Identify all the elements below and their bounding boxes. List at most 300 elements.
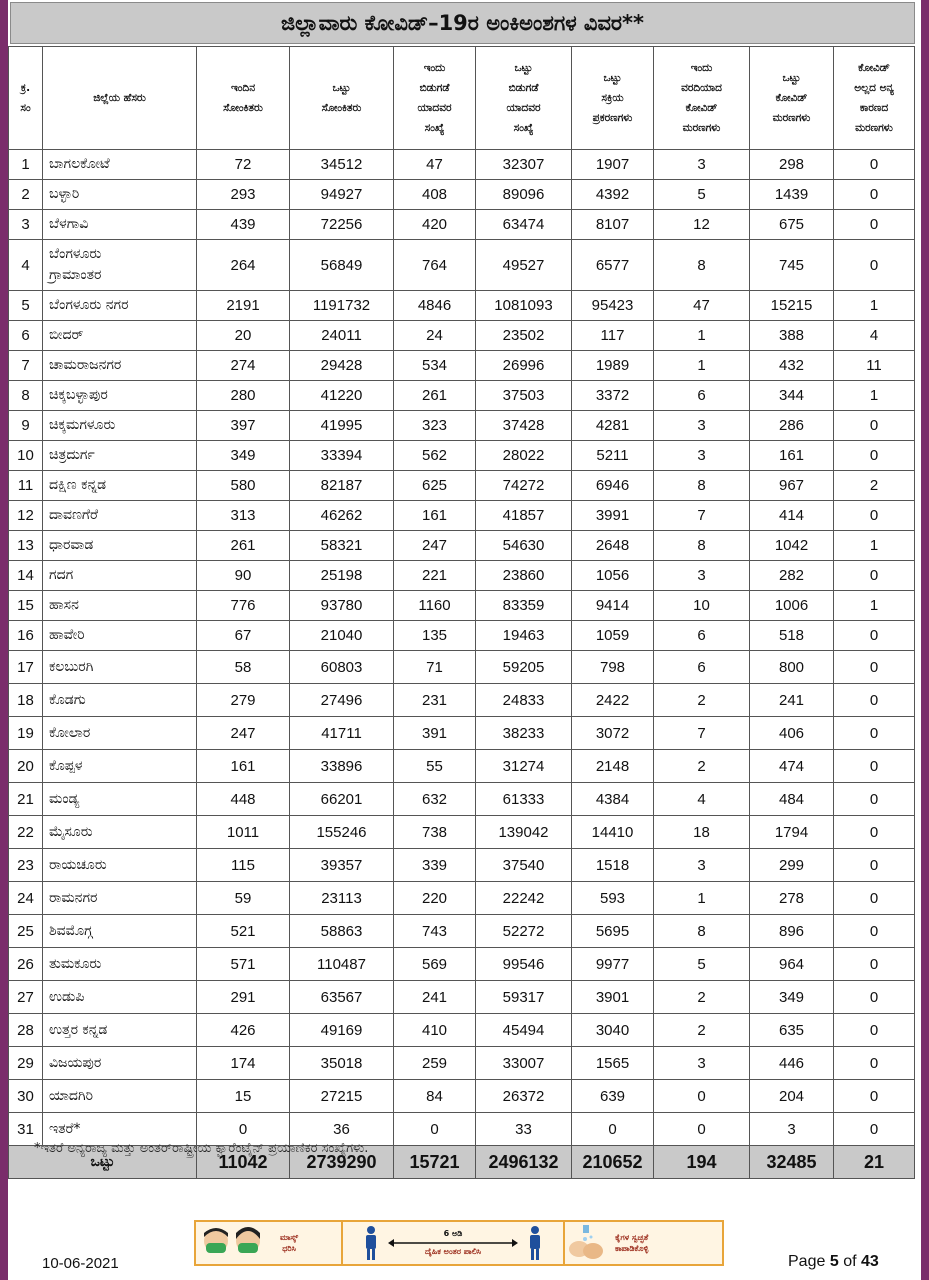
- col-header-active: ಒಟ್ಟು ಸಕ್ರಿಯ ಪ್ರಕರಣಗಳು: [572, 47, 654, 150]
- cell-total-discharged: 31274: [476, 750, 572, 783]
- cell-district: ಬೆಂಗಳೂರು ನಗರ: [43, 291, 197, 321]
- cell-total-cases: 56849: [290, 240, 394, 291]
- cell-today-deaths: 3: [654, 150, 750, 180]
- cell-today-discharged: 135: [394, 621, 476, 651]
- cell-total-discharged: 22242: [476, 882, 572, 915]
- cell-non-covid-deaths: 0: [834, 240, 915, 291]
- cell-active: 2648: [572, 531, 654, 561]
- total-total-discharged: 2496132: [476, 1146, 572, 1179]
- cell-sl: 10: [9, 441, 43, 471]
- cell-total-cases: 24011: [290, 321, 394, 351]
- cell-today-cases: 174: [197, 1047, 290, 1080]
- cell-active: 14410: [572, 816, 654, 849]
- cell-today-discharged: 534: [394, 351, 476, 381]
- cell-sl: 6: [9, 321, 43, 351]
- cell-today-deaths: 1: [654, 321, 750, 351]
- cell-total-cases: 46262: [290, 501, 394, 531]
- table-row: [9, 684, 915, 717]
- cell-total-deaths: 204: [750, 1080, 834, 1113]
- cell-total-discharged: 63474: [476, 210, 572, 240]
- cell-total-cases: 21040: [290, 621, 394, 651]
- cell-sl: 4: [9, 240, 43, 291]
- total-today-cases: 11042: [197, 1146, 290, 1179]
- table-row: [9, 381, 915, 411]
- cell-active: 4392: [572, 180, 654, 210]
- cell-total-deaths: 635: [750, 1014, 834, 1047]
- cell-non-covid-deaths: 1: [834, 291, 915, 321]
- cell-active: 3072: [572, 717, 654, 750]
- cell-total-discharged: 32307: [476, 150, 572, 180]
- cell-total-discharged: 19463: [476, 621, 572, 651]
- cell-total-cases: 41995: [290, 411, 394, 441]
- cell-today-cases: 247: [197, 717, 290, 750]
- mask-faces-icon: [196, 1223, 276, 1263]
- cell-sl: 28: [9, 1014, 43, 1047]
- page-label: Page: [788, 1253, 826, 1270]
- cell-today-deaths: 5: [654, 180, 750, 210]
- cell-district: ಉಡುಪಿ: [43, 981, 197, 1014]
- cell-today-discharged: 339: [394, 849, 476, 882]
- cell-total-deaths: 241: [750, 684, 834, 717]
- cell-total-deaths: 800: [750, 651, 834, 684]
- cell-total-cases: 25198: [290, 561, 394, 591]
- cell-today-cases: 580: [197, 471, 290, 501]
- cell-today-cases: 313: [197, 501, 290, 531]
- cell-active: 3991: [572, 501, 654, 531]
- cell-today-discharged: 259: [394, 1047, 476, 1080]
- col-header-today-deaths: ಇಂದು ವರದಿಯಾದ ಕೋವಿಡ್ ಮರಣಗಳು: [654, 47, 750, 150]
- cell-total-deaths: 964: [750, 948, 834, 981]
- cell-active: 95423: [572, 291, 654, 321]
- cell-today-deaths: 3: [654, 411, 750, 441]
- cell-non-covid-deaths: 0: [834, 684, 915, 717]
- cell-non-covid-deaths: 0: [834, 411, 915, 441]
- cell-total-cases: 35018: [290, 1047, 394, 1080]
- cell-today-discharged: 408: [394, 180, 476, 210]
- cell-active: 2422: [572, 684, 654, 717]
- cell-today-deaths: 4: [654, 783, 750, 816]
- cell-today-deaths: 8: [654, 915, 750, 948]
- cell-total-deaths: 3: [750, 1113, 834, 1146]
- total-today-deaths: 194: [654, 1146, 750, 1179]
- cell-sl: 19: [9, 717, 43, 750]
- cell-today-discharged: 247: [394, 531, 476, 561]
- total-active: 210652: [572, 1146, 654, 1179]
- cell-district: ಮಂಡ್ಯ: [43, 783, 197, 816]
- cell-total-deaths: 1794: [750, 816, 834, 849]
- cell-today-cases: 67: [197, 621, 290, 651]
- cell-today-cases: 571: [197, 948, 290, 981]
- cell-district: ಚಿಕ್ಕಮಗಳೂರು: [43, 411, 197, 441]
- cell-district: ತುಮಕೂರು: [43, 948, 197, 981]
- cell-sl: 2: [9, 180, 43, 210]
- mask-text: ಮಾಸ್ಕ್ ಧರಿಸಿ: [280, 1233, 299, 1253]
- distance-label: ದೈಹಿಕ ಅಂತರ ಪಾಲಿಸಿ: [424, 1247, 482, 1256]
- cell-total-discharged: 59317: [476, 981, 572, 1014]
- cell-today-deaths: 6: [654, 621, 750, 651]
- cell-total-discharged: 54630: [476, 531, 572, 561]
- cell-today-discharged: 625: [394, 471, 476, 501]
- cell-today-discharged: 161: [394, 501, 476, 531]
- cell-total-discharged: 23502: [476, 321, 572, 351]
- cell-today-deaths: 7: [654, 501, 750, 531]
- cell-today-discharged: 231: [394, 684, 476, 717]
- cell-today-cases: 349: [197, 441, 290, 471]
- cell-total-cases: 33896: [290, 750, 394, 783]
- cell-district: ಚಾಮರಾಜನಗರ: [43, 351, 197, 381]
- cell-today-discharged: 569: [394, 948, 476, 981]
- cell-total-deaths: 161: [750, 441, 834, 471]
- cell-total-cases: 41711: [290, 717, 394, 750]
- cell-today-deaths: 5: [654, 948, 750, 981]
- cell-active: 1059: [572, 621, 654, 651]
- cell-total-deaths: 349: [750, 981, 834, 1014]
- cell-total-deaths: 484: [750, 783, 834, 816]
- cell-today-deaths: 10: [654, 591, 750, 621]
- cell-today-cases: 280: [197, 381, 290, 411]
- cell-sl: 29: [9, 1047, 43, 1080]
- cell-total-discharged: 99546: [476, 948, 572, 981]
- cell-sl: 3: [9, 210, 43, 240]
- cell-non-covid-deaths: 0: [834, 651, 915, 684]
- cell-total-cases: 23113: [290, 882, 394, 915]
- distance-segment: [343, 1222, 565, 1264]
- table-row: [9, 1047, 915, 1080]
- cell-today-deaths: 3: [654, 441, 750, 471]
- cell-today-discharged: 738: [394, 816, 476, 849]
- cell-non-covid-deaths: 1: [834, 531, 915, 561]
- cell-active: 639: [572, 1080, 654, 1113]
- table-row: [9, 210, 915, 240]
- report-title: ಜಿಲ್ಲಾವಾರು ಕೋವಿಡ್–19ರ ಅಂಕಿಅಂಶಗಳ ವಿವರ**: [10, 2, 915, 44]
- table-row: [9, 1080, 915, 1113]
- header-row: [9, 47, 915, 150]
- col-header-total-cases: ಒಟ್ಟು ಸೋಂಕಿತರು: [290, 47, 394, 150]
- cell-active: 8107: [572, 210, 654, 240]
- cell-district: ಚಿಕ್ಕಬಳ್ಳಾಪುರ: [43, 381, 197, 411]
- cell-district: ಗದಗ: [43, 561, 197, 591]
- cell-today-discharged: 764: [394, 240, 476, 291]
- cell-non-covid-deaths: 0: [834, 1080, 915, 1113]
- cell-total-cases: 27496: [290, 684, 394, 717]
- cell-total-cases: 110487: [290, 948, 394, 981]
- cell-non-covid-deaths: 0: [834, 849, 915, 882]
- cell-sl: 31: [9, 1113, 43, 1146]
- table-row: [9, 849, 915, 882]
- cell-sl: 16: [9, 621, 43, 651]
- cell-today-cases: 776: [197, 591, 290, 621]
- cell-today-deaths: 8: [654, 240, 750, 291]
- table-row: [9, 717, 915, 750]
- cell-today-discharged: 323: [394, 411, 476, 441]
- cell-district: ವಿಜಯಪುರ: [43, 1047, 197, 1080]
- cell-total-discharged: 61333: [476, 783, 572, 816]
- cell-today-deaths: 0: [654, 1080, 750, 1113]
- cell-sl: 14: [9, 561, 43, 591]
- cell-district: ಧಾರವಾಡ: [43, 531, 197, 561]
- cell-total-discharged: 37503: [476, 381, 572, 411]
- cell-today-cases: 90: [197, 561, 290, 591]
- cell-today-discharged: 261: [394, 381, 476, 411]
- cell-total-discharged: 1081093: [476, 291, 572, 321]
- page-of: of: [843, 1253, 857, 1270]
- cell-today-cases: 521: [197, 915, 290, 948]
- person-right-icon: [526, 1225, 544, 1261]
- cell-today-discharged: 632: [394, 783, 476, 816]
- safety-banner: [194, 1220, 724, 1266]
- cell-today-cases: 426: [197, 1014, 290, 1047]
- total-total-cases: 2739290: [290, 1146, 394, 1179]
- cell-sl: 15: [9, 591, 43, 621]
- cell-today-cases: 58: [197, 651, 290, 684]
- cell-active: 1907: [572, 150, 654, 180]
- table-row: [9, 948, 915, 981]
- cell-active: 3901: [572, 981, 654, 1014]
- cell-non-covid-deaths: 0: [834, 981, 915, 1014]
- cell-active: 6946: [572, 471, 654, 501]
- report-date: 10-06-2021: [42, 1255, 119, 1272]
- cell-today-deaths: 3: [654, 1047, 750, 1080]
- cell-active: 798: [572, 651, 654, 684]
- col-header-today-discharged: ಇಂದು ಬಿಡುಗಡೆ ಯಾದವರ ಸಂಖ್ಯೆ: [394, 47, 476, 150]
- cell-total-cases: 33394: [290, 441, 394, 471]
- cell-sl: 25: [9, 915, 43, 948]
- cell-active: 0: [572, 1113, 654, 1146]
- cell-sl: 26: [9, 948, 43, 981]
- total-label: ಒಟ್ಟು: [9, 1146, 197, 1179]
- distance-value: 6 ಅಡಿ: [443, 1229, 463, 1238]
- table-row: [9, 750, 915, 783]
- cell-total-cases: 63567: [290, 981, 394, 1014]
- cell-today-cases: 448: [197, 783, 290, 816]
- cell-today-cases: 59: [197, 882, 290, 915]
- cell-total-cases: 82187: [290, 471, 394, 501]
- table-row: [9, 321, 915, 351]
- cell-total-cases: 60803: [290, 651, 394, 684]
- table-row: [9, 471, 915, 501]
- cell-total-deaths: 414: [750, 501, 834, 531]
- cell-today-discharged: 241: [394, 981, 476, 1014]
- cell-today-discharged: 410: [394, 1014, 476, 1047]
- cell-non-covid-deaths: 0: [834, 441, 915, 471]
- cell-today-discharged: 24: [394, 321, 476, 351]
- cell-total-cases: 58321: [290, 531, 394, 561]
- cell-today-deaths: 7: [654, 717, 750, 750]
- cell-today-deaths: 2: [654, 981, 750, 1014]
- cell-non-covid-deaths: 0: [834, 1047, 915, 1080]
- document-page: [8, 0, 921, 1280]
- cell-total-deaths: 344: [750, 381, 834, 411]
- cell-total-cases: 41220: [290, 381, 394, 411]
- cell-total-discharged: 59205: [476, 651, 572, 684]
- cell-district: ಬೆಳಗಾವಿ: [43, 210, 197, 240]
- cell-district: ರಾಯಚೂರು: [43, 849, 197, 882]
- cell-total-cases: 72256: [290, 210, 394, 240]
- cell-non-covid-deaths: 0: [834, 501, 915, 531]
- cell-total-deaths: 967: [750, 471, 834, 501]
- table-row: [9, 351, 915, 381]
- cell-today-cases: 397: [197, 411, 290, 441]
- cell-district: ಉತ್ತರ ಕನ್ನಡ: [43, 1014, 197, 1047]
- cell-total-discharged: 23860: [476, 561, 572, 591]
- cell-district: ಚಿತ್ರದುರ್ಗ: [43, 441, 197, 471]
- mask-segment: [196, 1222, 343, 1264]
- cell-today-cases: 161: [197, 750, 290, 783]
- total-total-deaths: 32485: [750, 1146, 834, 1179]
- cell-sl: 24: [9, 882, 43, 915]
- total-today-discharged: 15721: [394, 1146, 476, 1179]
- cell-non-covid-deaths: 0: [834, 750, 915, 783]
- cell-total-deaths: 278: [750, 882, 834, 915]
- cell-today-cases: 115: [197, 849, 290, 882]
- table-row: [9, 981, 915, 1014]
- col-header-total-discharged: ಒಟ್ಟು ಬಿಡುಗಡೆ ಯಾದವರ ಸಂಖ್ಯೆ: [476, 47, 572, 150]
- table-row: [9, 240, 915, 291]
- cell-non-covid-deaths: 0: [834, 915, 915, 948]
- cell-non-covid-deaths: 0: [834, 816, 915, 849]
- cell-district: ಬಾಗಲಕೋಟೆ: [43, 150, 197, 180]
- cell-today-cases: 439: [197, 210, 290, 240]
- col-header-total-deaths: ಒಟ್ಟು ಕೋವಿಡ್ ಮರಣಗಳು: [750, 47, 834, 150]
- cell-district: ಶಿವಮೊಗ್ಗ: [43, 915, 197, 948]
- cell-active: 4384: [572, 783, 654, 816]
- cell-total-discharged: 83359: [476, 591, 572, 621]
- col-header-today-cases: ಇಂದಿನ ಸೋಂಕಿತರು: [197, 47, 290, 150]
- cell-non-covid-deaths: 0: [834, 561, 915, 591]
- cell-total-deaths: 896: [750, 915, 834, 948]
- cell-district: ರಾಮನಗರ: [43, 882, 197, 915]
- cell-non-covid-deaths: 1: [834, 381, 915, 411]
- cell-total-discharged: 52272: [476, 915, 572, 948]
- table-row: [9, 882, 915, 915]
- cell-sl: 30: [9, 1080, 43, 1113]
- table-row: [9, 915, 915, 948]
- cell-total-discharged: 37540: [476, 849, 572, 882]
- table-row: [9, 1014, 915, 1047]
- cell-sl: 23: [9, 849, 43, 882]
- cell-active: 9977: [572, 948, 654, 981]
- handwash-segment: [565, 1222, 722, 1264]
- distance-info: [388, 1229, 518, 1257]
- page-current: 5: [829, 1253, 839, 1270]
- cell-today-cases: 274: [197, 351, 290, 381]
- cell-today-deaths: 0: [654, 1113, 750, 1146]
- cell-today-cases: 264: [197, 240, 290, 291]
- cell-today-cases: 293: [197, 180, 290, 210]
- cell-today-deaths: 12: [654, 210, 750, 240]
- cell-total-cases: 49169: [290, 1014, 394, 1047]
- cell-total-discharged: 33: [476, 1113, 572, 1146]
- cell-total-deaths: 282: [750, 561, 834, 591]
- cell-total-deaths: 675: [750, 210, 834, 240]
- cell-today-cases: 0: [197, 1113, 290, 1146]
- table-row: [9, 621, 915, 651]
- table-row: [9, 150, 915, 180]
- cell-today-cases: 20: [197, 321, 290, 351]
- cell-total-cases: 58863: [290, 915, 394, 948]
- double-arrow-icon: [388, 1239, 518, 1247]
- cell-today-discharged: 562: [394, 441, 476, 471]
- cell-sl: 22: [9, 816, 43, 849]
- cell-active: 1565: [572, 1047, 654, 1080]
- cell-active: 5211: [572, 441, 654, 471]
- cell-district: ಇತರೆ*: [43, 1113, 197, 1146]
- cell-total-discharged: 139042: [476, 816, 572, 849]
- cell-today-cases: 279: [197, 684, 290, 717]
- cell-non-covid-deaths: 0: [834, 621, 915, 651]
- cell-district: ಬೆಂಗಳೂರು ಗ್ರಾಮಾಂತರ: [43, 240, 197, 291]
- cell-total-deaths: 1006: [750, 591, 834, 621]
- cell-sl: 12: [9, 501, 43, 531]
- cell-today-cases: 72: [197, 150, 290, 180]
- cell-non-covid-deaths: 0: [834, 180, 915, 210]
- cell-today-cases: 1011: [197, 816, 290, 849]
- cell-total-deaths: 15215: [750, 291, 834, 321]
- total-non-covid-deaths: 21: [834, 1146, 915, 1179]
- cell-active: 6577: [572, 240, 654, 291]
- cell-district: ಮೈಸೂರು: [43, 816, 197, 849]
- cell-today-discharged: 84: [394, 1080, 476, 1113]
- cell-total-cases: 66201: [290, 783, 394, 816]
- cell-today-discharged: 47: [394, 150, 476, 180]
- footnote: *ಇತರೆ ಅನ್ಯರಾಜ್ಯ ಮತ್ತು ಅಂತರ್‌ರಾಷ್ಟ್ರೀಯ ಕ್ವಾರೆಂಟೈನ್ ಪ್ರಯಾಣಿಕರ ಸಂಖ್ಯೆಗಳು.: [34, 1141, 369, 1156]
- cell-non-covid-deaths: 0: [834, 717, 915, 750]
- table-row: [9, 561, 915, 591]
- cell-sl: 17: [9, 651, 43, 684]
- cell-total-cases: 1191732: [290, 291, 394, 321]
- table-row: [9, 180, 915, 210]
- cell-total-cases: 34512: [290, 150, 394, 180]
- cell-total-deaths: 474: [750, 750, 834, 783]
- table-row: [9, 816, 915, 849]
- cell-active: 1989: [572, 351, 654, 381]
- cell-active: 5695: [572, 915, 654, 948]
- cell-total-discharged: 74272: [476, 471, 572, 501]
- cell-active: 3372: [572, 381, 654, 411]
- cell-active: 3040: [572, 1014, 654, 1047]
- district-stats-table: [8, 46, 915, 1179]
- cell-district: ಹಾಸನ: [43, 591, 197, 621]
- cell-total-cases: 155246: [290, 816, 394, 849]
- cell-district: ಕೋಲಾರ: [43, 717, 197, 750]
- cell-sl: 1: [9, 150, 43, 180]
- col-header-sl: ಕ್ರ. ಸಂ: [9, 47, 43, 150]
- table-row: [9, 501, 915, 531]
- cell-sl: 27: [9, 981, 43, 1014]
- cell-today-discharged: 0: [394, 1113, 476, 1146]
- cell-sl: 11: [9, 471, 43, 501]
- cell-today-discharged: 1160: [394, 591, 476, 621]
- cell-today-cases: 291: [197, 981, 290, 1014]
- col-header-district: ಜಿಲ್ಲೆಯ ಹೆಸರು: [43, 47, 197, 150]
- cell-non-covid-deaths: 0: [834, 1014, 915, 1047]
- cell-non-covid-deaths: 11: [834, 351, 915, 381]
- cell-total-discharged: 45494: [476, 1014, 572, 1047]
- cell-today-discharged: 71: [394, 651, 476, 684]
- cell-total-cases: 29428: [290, 351, 394, 381]
- cell-total-cases: 93780: [290, 591, 394, 621]
- cell-total-cases: 36: [290, 1113, 394, 1146]
- table-row: [9, 651, 915, 684]
- cell-total-deaths: 1042: [750, 531, 834, 561]
- cell-active: 1518: [572, 849, 654, 882]
- cell-sl: 5: [9, 291, 43, 321]
- cell-today-discharged: 4846: [394, 291, 476, 321]
- cell-total-deaths: 406: [750, 717, 834, 750]
- cell-district: ಬೀದರ್: [43, 321, 197, 351]
- cell-today-cases: 15: [197, 1080, 290, 1113]
- handwash-icon: [565, 1223, 609, 1263]
